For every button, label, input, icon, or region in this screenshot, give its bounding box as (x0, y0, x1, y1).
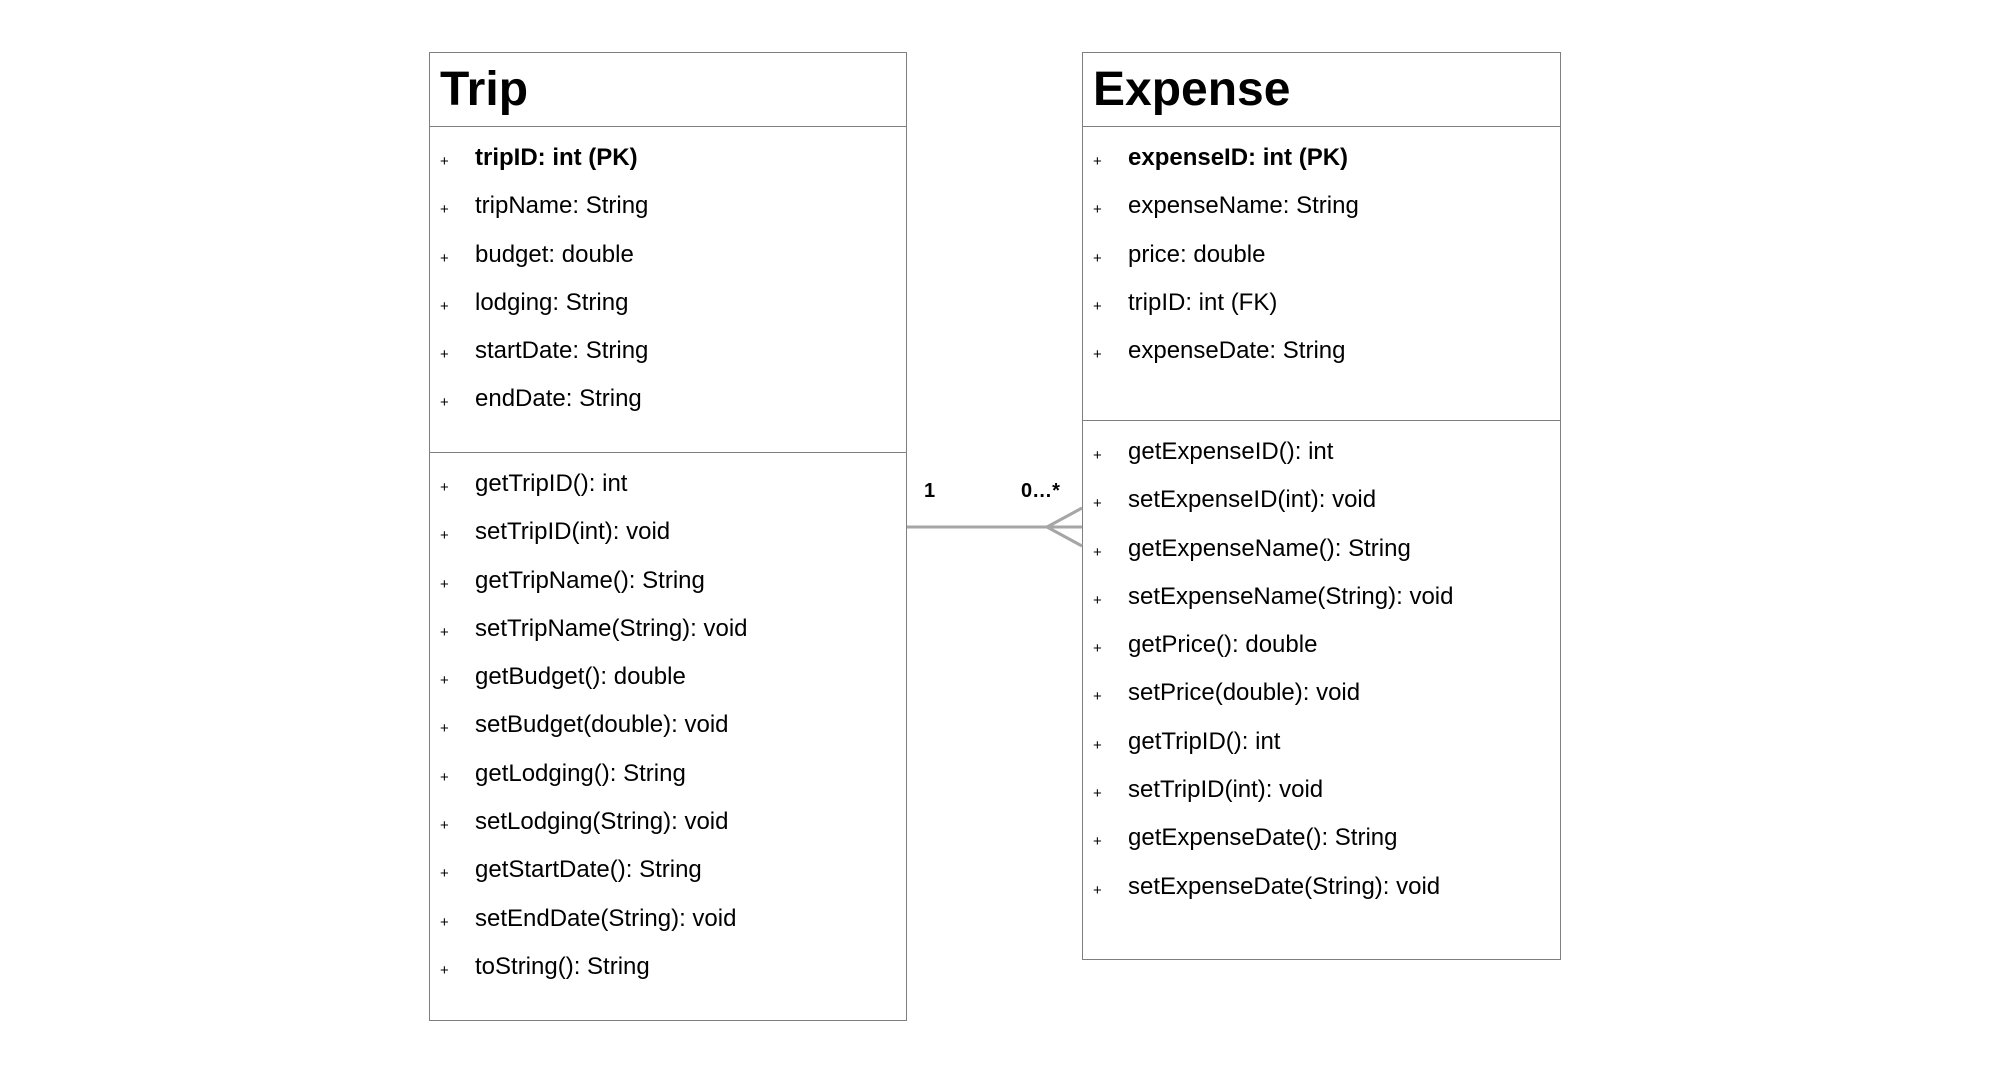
member-text: tripName: String (475, 192, 649, 220)
visibility-marker: + (1093, 688, 1102, 706)
visibility-marker: + (440, 623, 449, 641)
visibility-marker: + (440, 394, 449, 412)
visibility-marker: + (1093, 297, 1102, 315)
class-trip-title: Trip (440, 63, 529, 116)
member-text: expenseDate: String (1128, 337, 1346, 365)
member-text: getExpenseID(): int (1128, 438, 1334, 465)
visibility-marker: + (1093, 591, 1102, 609)
member-text: budget: double (475, 240, 634, 268)
visibility-marker: + (1093, 543, 1102, 561)
member-text: price: double (1128, 240, 1266, 268)
visibility-marker: + (1093, 785, 1102, 803)
member-text: setEndDate(String): void (475, 904, 737, 932)
member-text: toString(): String (475, 952, 650, 980)
member-text: setBudget(double): void (475, 711, 729, 739)
member-text: tripID: int (FK) (1128, 288, 1278, 316)
multiplicity-trip: 1 (924, 480, 936, 502)
member-text: getTripID(): int (475, 470, 628, 497)
visibility-marker: + (440, 297, 449, 315)
visibility-marker: + (1093, 495, 1102, 513)
visibility-marker: + (440, 865, 449, 883)
member-text: expenseID: int (PK) (1128, 144, 1349, 171)
member-text: getPrice(): double (1128, 631, 1318, 659)
visibility-marker: + (440, 768, 449, 786)
member-text: getTripName(): String (475, 566, 705, 594)
member-text: setExpenseDate(String): void (1128, 872, 1441, 900)
multiplicity-expense: 0…* (1021, 480, 1060, 502)
visibility-marker: + (1093, 833, 1102, 851)
member-text: lodging: String (475, 288, 629, 316)
visibility-marker: + (1093, 249, 1102, 267)
member-text: setTripName(String): void (475, 614, 748, 642)
member-text: setLodging(String): void (475, 808, 729, 836)
member-text: getLodging(): String (475, 759, 686, 787)
visibility-marker: + (440, 817, 449, 835)
member-text: getTripID(): int (1128, 727, 1281, 755)
visibility-marker: + (440, 201, 449, 219)
member-text: getExpenseName(): String (1128, 534, 1411, 562)
class-expense-title: Expense (1093, 63, 1291, 116)
member-text: setExpenseName(String): void (1128, 582, 1454, 610)
member-text: endDate: String (475, 385, 642, 413)
member-text: tripID: int (PK) (475, 144, 638, 171)
visibility-marker: + (440, 961, 449, 979)
visibility-marker: + (1093, 881, 1102, 899)
member-text: setExpenseID(int): void (1128, 486, 1377, 514)
member-text: startDate: String (475, 337, 649, 365)
visibility-marker: + (440, 527, 449, 545)
crowsfoot-upper-prong (1047, 508, 1082, 527)
visibility-marker: + (440, 913, 449, 931)
member-text: getStartDate(): String (475, 856, 702, 884)
visibility-marker: + (1093, 640, 1102, 658)
member-text: setTripID(int): void (1128, 776, 1324, 804)
visibility-marker: + (1093, 346, 1102, 364)
visibility-marker: + (440, 153, 449, 170)
visibility-marker: + (1093, 201, 1102, 219)
visibility-marker: + (1093, 447, 1102, 464)
visibility-marker: + (440, 479, 449, 496)
member-text: getExpenseDate(): String (1128, 824, 1398, 852)
visibility-marker: + (440, 575, 449, 593)
visibility-marker: + (440, 346, 449, 364)
crowsfoot-lower-prong (1047, 527, 1082, 546)
member-text: getBudget(): double (475, 663, 686, 691)
visibility-marker: + (440, 249, 449, 267)
member-text: setPrice(double): void (1128, 679, 1361, 707)
visibility-marker: + (1093, 736, 1102, 754)
visibility-marker: + (440, 672, 449, 690)
visibility-marker: + (1093, 153, 1102, 170)
member-text: expenseName: String (1128, 192, 1359, 220)
member-text: setTripID(int): void (475, 518, 671, 546)
visibility-marker: + (440, 720, 449, 738)
